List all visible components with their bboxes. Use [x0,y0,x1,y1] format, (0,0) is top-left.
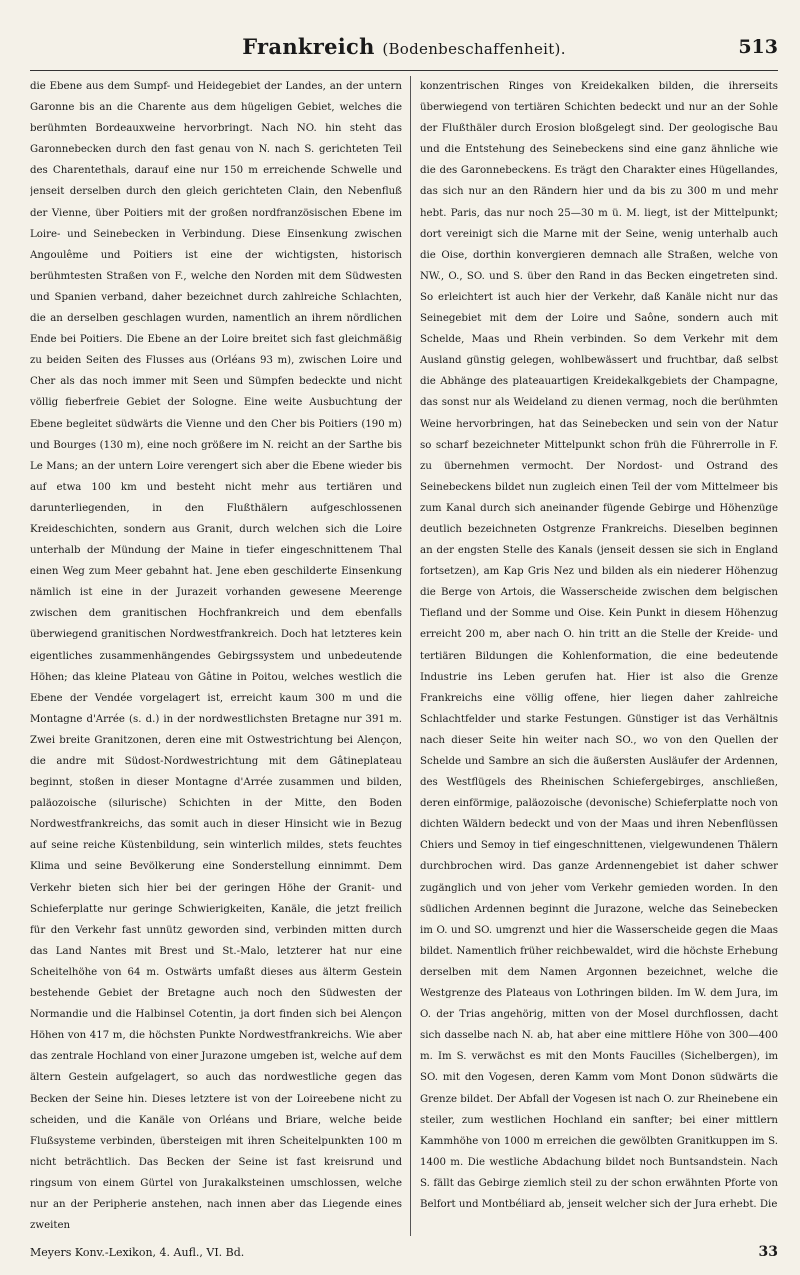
page-footer [30,1244,778,1266]
footer-source: Meyers Konv.-Lexikon, 4. Aufl., VI. Bd. [30,1246,245,1259]
left-column [30,76,402,1236]
page-number: 513 [738,36,778,58]
left-column-text: die Ebene aus dem Sumpf- und Heidegebiet der Landes, an der untern Garonne bis an die Charente aus dem hügeligen Gebiet, welches die berühmten Bordeauxweine hervorbringt. Nach NO. hin steht das Garonnebecken durch den fast genau von N. nach S. gerichteten Teil des Charentethals, darauf eine nur 150 m erreichende Schwelle und jenseit derselben durch den gleich gerichteten Clain, den Nebenfluß der Vienne, über Poitiers mit der großen nordfranzösischen Ebene im Loire- und Seinebecken in Verbindung. Diese Einsenkung zwischen Angoulême und Poitiers ist eine der wichtigsten, historisch berühmtesten Straßen von F., welche den Norden mit dem Südwesten und Spanien verband, daher bezeichnet durch zahlreiche Schlachten, die an derselben geschlagen wurden, namentlich an ihrem nördlichen Ende bei Poitiers. Die Ebene an der Loire breitet sich fast gleichmäßig zu beiden Seiten des Flusses aus (Orléans 93 m), zwischen Loire und Cher als das noch immer mit Seen und Sümpfen bedeckte und nicht völlig fieberfreie Gebiet der Sologne. Eine weite Ausbuchtung der Ebene begleitet südwärts die Vienne und den Cher bis Poitiers (190 m) und Bourges (130 m), eine noch größere im N. reicht an der Sarthe bis Le Mans; an der untern Loire verengert sich aber die Ebene wieder bis auf etwa 100 km und besteht nicht mehr aus tertiären und darunterliegenden, in den Flußthälern aufgeschlossenen Kreideschichten, sondern aus Granit, durch welchen sich die Loire unterhalb der Mündung der Maine in tiefer eingeschnittenem Thal einen Weg zum Meer gebahnt hat. Jene eben geschilderte Einsenkung nämlich ist eine in der Jurazeit vorhanden gewesene Meerenge zwischen dem granitischen Hochfrankreich und dem ebenfalls überwiegend granitischen Nordwestfrankreich. Doch hat letzteres kein eigentliches zusammenhängendes Gebirgssystem und unbedeutende Höhen; das kleine Plateau von Gâtine in Poitou, welches westlich die Ebene der Vendée vorgelagert ist, erreicht kaum 300 m und die Montagne d'Arrée (s. d.) in der nordwestlichsten Bretagne nur 391 m. Zwei breite Granitzonen, deren eine mit Ostwestrichtung bei Alençon, die andre mit Südost-Nordwestrichtung mit dem Gâtineplateau beginnt, stoßen in dieser Montagne d'Arrée zusammen und bilden, paläozoische (silurische) Schichten in der Mitte, den Boden Nordwestfrankreichs, das somit auch in dieser Hinsicht wie in Bezug auf seine reiche Küstenbildung, sein winterlich mildes, stets feuchtes Klima und seine Bevölkerung eine Sonderstellung einnimmt. Dem Verkehr bieten sich hier bei der geringen Höhe der Granit- und Schieferplatte nur geringe Schwierigkeiten, Kanäle, die jetzt freilich für den Verkehr fast unnütz geworden sind, verbinden mitten durch das Land Nantes mit Brest und St.-Malo, letzterer hat nur eine Scheitelhöhe von 64 m. Ostwärts umfaßt dieses aus älterm Gestein bestehende Gebiet der Bretagne auch noch den Südwesten der Normandie und die Halbinsel Cotentin, ja dort finden sich bei Alençon Höhen von 417 m, die höchsten Punkte Nordwestfrankreichs. Wie aber das zentrale Hochland von einer Jurazone umgeben ist, welche auf dem ältern Gestein aufgelagert, so auch das nordwestliche gegen das Becken der Seine hin. Dieses letztere ist von der Loireebene nicht zu scheiden, und die Kanäle von Orléans und Briare, welche beide Flußsysteme verbinden, übersteigen mit ihren Scheitelpunkten 100 m nicht beträchtlich. Das Becken der Seine ist fast kreisrund und ringsum von einem Gürtel von Jurakalksteinen umschlossen, welche nur an der Peripherie anstehen, nach innen aber das Liegende eines zweiten [30,81,402,1232]
right-column [420,76,778,1236]
running-title [30,34,778,59]
signature-mark: 33 [758,1244,778,1260]
right-column-text: konzentrischen Ringes von Kreidekalken bilden, die ihrerseits überwiegend von tertiären Schichten bedeckt und nur an der Sohle der Flußthäler durch Erosion bloßgelegt sind. Der geologische Bau und die Entstehung des Seinebeckens sind eine ganz ähnliche wie die des Garonnebeckens. Es trägt den Charakter eines Hügellandes, das sich nur an den Rändern hier und da bis zu 300 m und mehr hebt. Paris, das nur noch 25—30 m ü. M. liegt, ist der Mittelpunkt; dort vereinigt sich die Marne mit der Seine, wenig unterhalb auch die Oise, dorthin konvergieren demnach alle Straßen, welche von NW., O., SO. und S. über den Rand in das Becken eingetreten sind. So erleichtert ist auch hier der Verkehr, daß Kanäle nicht nur das Seinegebiet mit dem der Loire und Saône, sondern auch mit Schelde, Maas und Rhein verbinden. So dem Verkehr mit dem Ausland günstig gelegen, wohlbewässert und fruchtbar, daß selbst die Abhänge des plateauartigen Kreidekalkgebiets der Champagne, das sonst nur als Weideland zu dienen vermag, noch die berühmten Weine hervorbringen, hat das Seinebecken und sein von der Natur so scharf bezeichneter Mittelpunkt schon früh die Führerrolle in F. zu übernehmen vermocht. Der Nordost- und Ostrand des Seinebeckens bildet nun zugleich einen Teil der vom Mittelmeer bis zum Kanal durch sich aneinander fügende Gebirge und Höhenzüge deutlich bezeichneten Ostgrenze Frankreichs. Dieselben beginnen an der engsten Stelle des Kanals (jenseit dessen sie sich in England fortsetzen), am Kap Gris Nez und bilden als ein niederer Höhenzug die Berge von Artois, die Wasserscheide zwischen dem belgischen Tiefland und der Somme und Oise. Kein Punkt in diesem Höhenzug erreicht 200 m, aber nach O. hin tritt an die Stelle der Kreide- und tertiären Bildungen die Kohlenformation, die eine bedeutende Industrie ins Leben gerufen hat. Hier ist also die Grenze Frankreichs eine völlig offene, hier liegen daher zahlreiche Schlachtfelder und starke Festungen. Günstiger ist das Verhältnis nach dieser Seite hin weiter nach SO., wo von den Quellen der Schelde und Sambre an sich die äußersten Ausläufer der Ardennen, des Westflügels des Rheinischen Schiefergebirges, anschließen, deren einförmige, paläozoische (devonische) Schieferplatte noch von dichten Wäldern bedeckt und von der Maas und ihren Nebenflüssen Chiers und Semoy in tief eingeschnittenen, vielgewundenen Thälern durchbrochen wird. Das ganze Ardennengebiet ist daher schwer zugänglich und von jeher vom Verkehr gemieden worden. In den südlichen Ardennen beginnt die Jurazone, welche das Seinebecken im O. und SO. umgrenzt und hier die Wasserscheide gegen die Maas bildet. Namentlich früher reichbewaldet, wird die höchste Erhebung derselben mit dem Namen Argonnen bezeichnet, welche die Westgrenze des Plateaus von Lothringen bilden. Im W. dem Jura, im O. der Trias angehörig, mitten von der Mosel durchflossen, dacht sich dasselbe nach N. ab, hat aber eine mittlere Höhe von 300—400 m. Im S. verwächst es mit den Monts Faucilles (Sichelbergen), im SO. mit den Vogesen, deren Kamm vom Mont Donon südwärts die Grenze bildet. Der Abfall der Vogesen ist nach O. zur Rheinebene ein steiler, zum westlichen Hochland ein sanfter; bei einer mittlern Kammhöhe von 1000 m erreichen die gewölbten Granitkuppen im S. 1400 m. Die westliche Abdachung bildet noch Buntsandstein. Nach S. fällt das Gebirge ziemlich steil zu der schon erwähnten Pforte von Belfort und Montbéliard ab, jenseit welcher sich der Jura erhebt. Die [420,81,778,1210]
column-divider [410,76,411,1236]
subtitle-text: (Bodenbeschaffenheit). [382,40,566,58]
title-text: Frankreich [242,34,375,59]
page-header [30,30,778,71]
